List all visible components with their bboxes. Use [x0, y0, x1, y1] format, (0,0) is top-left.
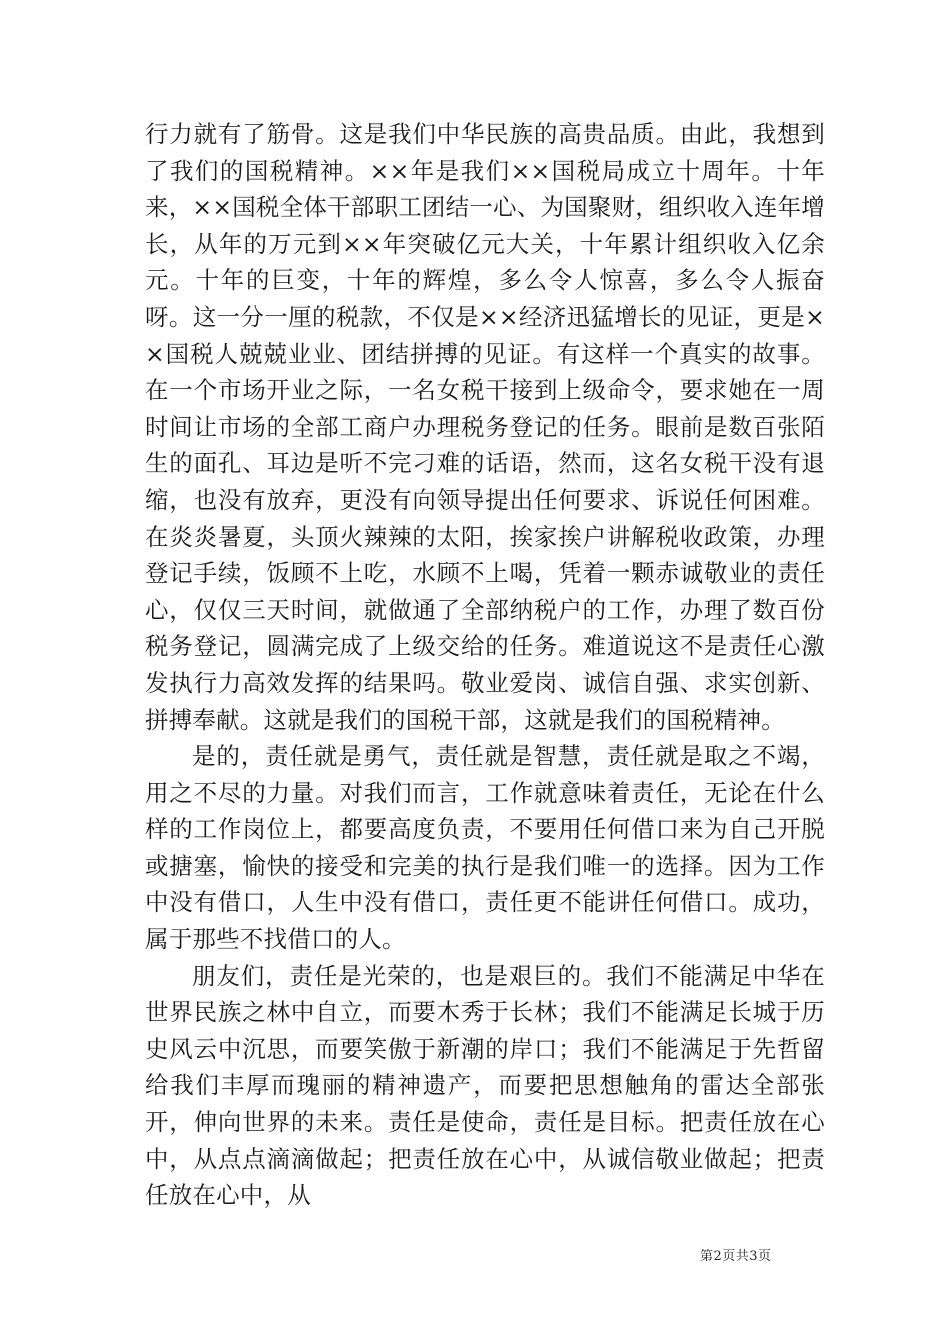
document-body	[145, 116, 825, 1214]
paragraph-friends: 朋友们，责任是光荣的，也是艰巨的。我们不能满足中华在世界民族之林中自立，而要木秀于长林；我们不能满足长城于历史风云中沉思，而要笑傲于新潮的岸口；我们不能满足于先哲留给我们丰厚而瑰丽的精神遗产，而要把思想触角的雷达全部张开，伸向世界的未来。责任是使命，责任是目标。把责任放在心中，从点点滴滴做起；把责任放在心中，从诚信敬业做起；把责任放在心中，从	[145, 961, 825, 1210]
paragraph-continuation: 行力就有了筋骨。这是我们中华民族的高贵品质。由此，我想到了我们的国税精神。××年是我们××国税局成立十周年。十年来，××国税全体干部职工团结一心、为国聚财，组织收入连年增长，从年的万元到××年突破亿元大关，十年累计组织收入亿余元。十年的巨变，十年的辉煌，多么令人惊喜，多么令人振奋呀。这一分一厘的税款，不仅是××经济迅猛增长的见证，更是××国税人兢兢业业、团结拼搏的见证。有这样一个真实的故事。在一个市场开业之际，一名女税干接到上级命令，要求她在一周时间让市场的全部工商户办理税务登记的任务。眼前是数百张陌生的面孔、耳边是听不完刁难的话语，然而，这名女税干没有退缩，也没有放弃，更没有向领导提出任何要求、诉说任何困难。在炎炎暑夏，头顶火辣辣的太阳，挨家挨户讲解税收政策，办理登记手续，饭顾不上吃，水顾不上喝，凭着一颗赤诚敬业的责任心，仅仅三天时间，就做通了全部纳税户的工作，办理了数百份税务登记，圆满完成了上级交给的任务。难道说这不是责任心激发执行力高效发挥的结果吗。敬业爱岗、诚信自强、求实创新、拼搏奉献。这就是我们的国税干部，这就是我们的国税精神。	[145, 120, 825, 734]
paragraph-responsibility: 是的，责任就是勇气，责任就是智慧，责任就是取之不竭，用之不尽的力量。对我们而言，工作就意味着责任，无论在什么样的工作岗位上，都要高度负责，不要用任何借口来为自己开脱或搪塞，愉快的接受和完美的执行是我们唯一的选择。因为工作中没有借口，人生中没有借口，责任更不能讲任何借口。成功，属于那些不找借口的人。	[145, 742, 825, 954]
page-number-footer: 第2页共3页	[700, 1249, 772, 1264]
